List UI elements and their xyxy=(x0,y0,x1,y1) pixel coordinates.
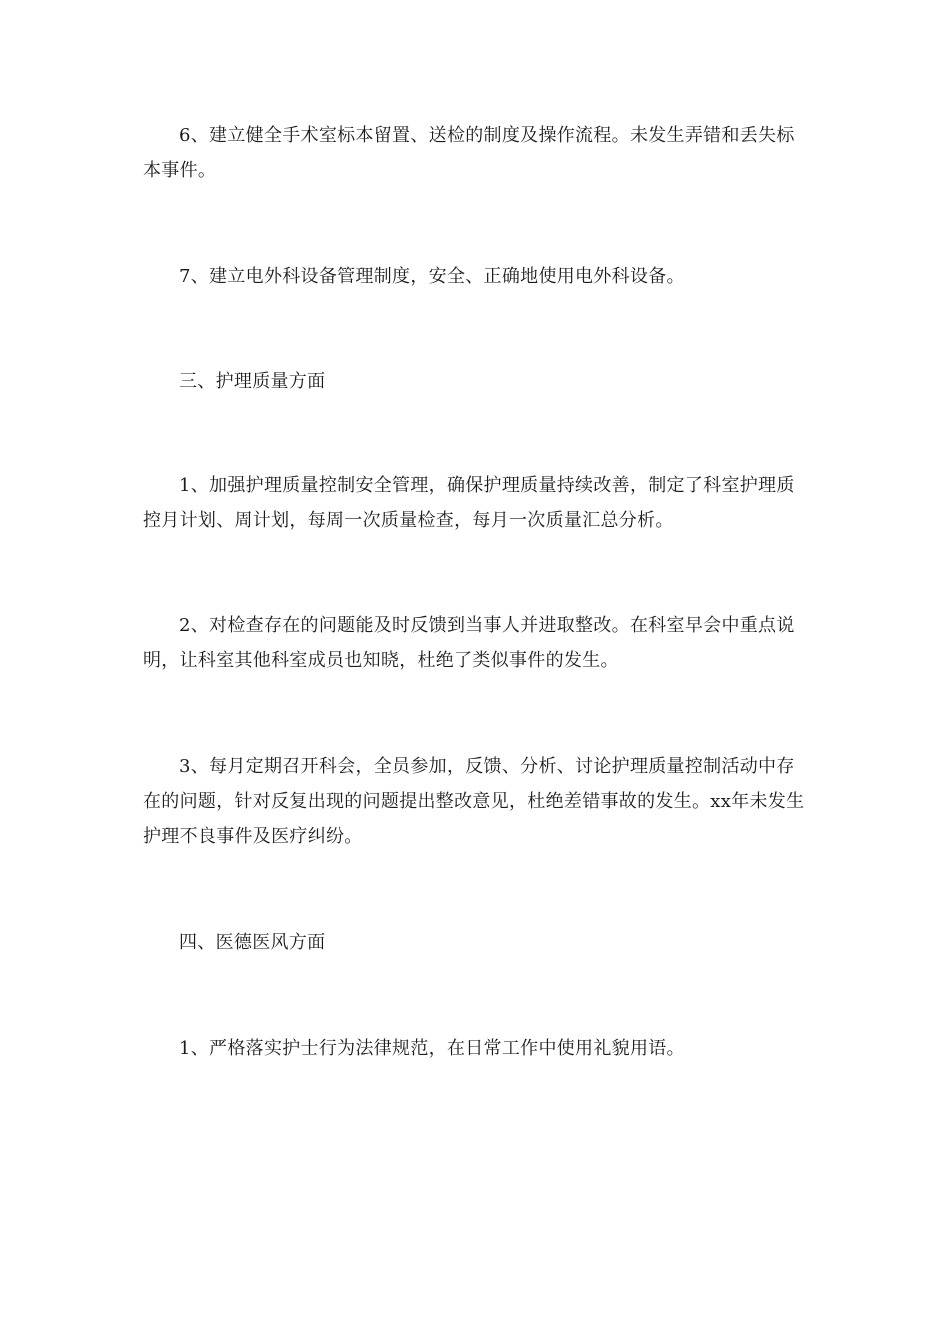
paragraph-quality-1: 1、加强护理质量控制安全管理，确保护理质量持续改善，制定了科室护理质控月计划、周计划，每周一次质量检查，每月一次质量汇总分析。 xyxy=(143,475,795,531)
paragraph-ethics-1: 1、严格落实护士行为法律规范，在日常工作中使用礼貌用语。 xyxy=(179,1038,685,1059)
paragraph-quality-2: 2、对检查存在的问题能及时反馈到当事人并进取整改。在科室早会中重点说明，让科室其他科室成员也知晓，杜绝了类似事件的发生。 xyxy=(143,615,795,671)
section-heading-nursing-quality: 三、护理质量方面 xyxy=(179,371,326,392)
paragraph-item-6: 6、建立健全手术室标本留置、送检的制度及操作流程。未发生弄错和丢失标本事件。 xyxy=(143,125,795,181)
paragraph-quality-3: 3、每月定期召开科会，全员参加，反馈、分析、讨论护理质量控制活动中存在的问题，针对反复出现的问题提出整改意见，杜绝差错事故的发生。xx年未发生护理不良事件及医疗纠纷。 xyxy=(143,756,805,847)
paragraph-item-7: 7、建立电外科设备管理制度，安全、正确地使用电外科设备。 xyxy=(179,266,685,287)
section-heading-medical-ethics: 四、医德医风方面 xyxy=(179,932,326,953)
